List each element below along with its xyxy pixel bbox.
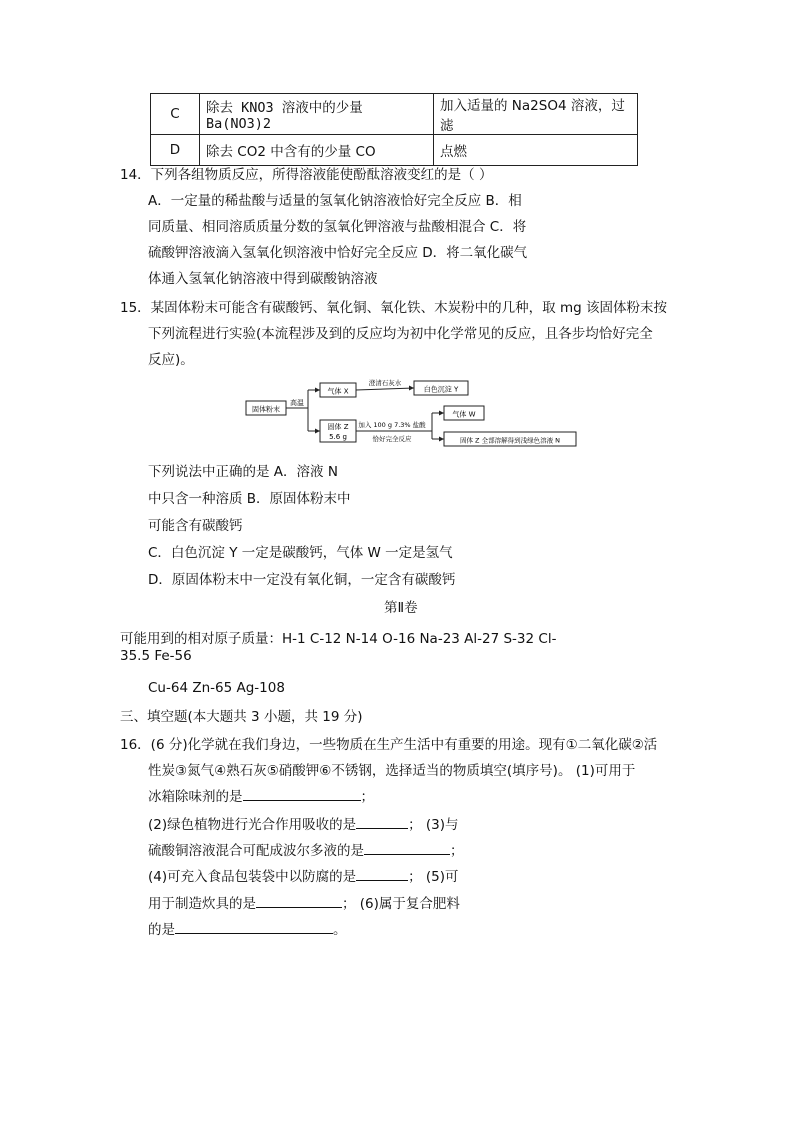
q16-line [148,892,460,912]
q16-line [148,918,347,938]
row-task: 除去 KNO3 溶液中的少量 Ba(NO3)2 [200,94,434,135]
table-row [151,135,638,166]
atomic-mass-line: 可能用到的相对原子质量：H-1 C-12 N-14 O-16 Na-23 Al-27 S-32 Cl- [120,631,557,647]
q16-line [148,785,374,805]
q15-option: 下列说法中正确的是 A．溶液 N [148,464,338,480]
flow-heat: 高温 [290,399,304,407]
flow-gas-x: 气体 X [327,387,349,396]
flow-solution-n: 固体 Z 全部溶解得到浅绿色溶液 N [459,436,561,445]
flow-limewater: 澄清石灰水 [368,379,402,387]
answer-blank-4[interactable] [356,866,408,881]
q16-text: ； [360,789,374,805]
q16-text: ； (3)与 [408,817,459,833]
q14-line: A．一定量的稀盐酸与适量的氢氧化钠溶液恰好完全反应 B．相 [148,193,522,209]
q16-line: 性炭③氮气④熟石灰⑤硝酸钾⑥不锈钢，选择适当的物质填空(填序号)。 (1)可用于 [148,763,636,779]
q16-text: ； (6)属于复合肥料 [342,896,460,912]
q14-line: 硫酸钾溶液滴入氢氧化钡溶液中恰好完全反应 D．将二氧化碳气 [148,245,528,261]
row-task: 除去 CO2 中含有的少量 CO [200,135,434,166]
q16-line: 16．(6 分)化学就在我们身边，一些物质在生产生活中有重要的用途。现有①二氧化碳②活 [120,737,658,753]
section-heading: 三、填空题(本大题共 3 小题，共 19 分) [120,709,363,725]
q16-text: 冰箱除味剂的是 [148,789,243,805]
q16-text: (2)绿色植物进行光合作用吸收的是 [148,817,357,833]
atomic-mass-line: Cu-64 Zn-65 Ag-108 [148,680,285,696]
q16-text: ； (5)可 [408,869,459,885]
q14-line: 体通入氢氧化钠溶液中得到碳酸钠溶液 [148,271,378,287]
part2-title: 第Ⅱ卷 [384,600,418,616]
table-row [151,94,638,135]
q15-option: 可能含有碳酸钙 [148,518,243,534]
answer-blank-6[interactable] [175,919,333,934]
q15-option: 中只含一种溶质 B．原固体粉末中 [148,491,351,507]
atomic-mass-line: 35.5 Fe-56 [120,648,192,664]
flow-solid-z: 固体 Z [327,423,349,431]
answer-blank-3[interactable] [364,840,450,855]
q16-line [148,865,459,885]
q16-text: ； [450,843,464,859]
flow-acid-1: 加入 100 g 7.3% 盐酸 [358,421,426,429]
row-method: 点燃 [434,135,638,166]
q14-line: 同质量、相同溶质质量分数的氢氧化钾溶液与盐酸相混合 C．将 [148,219,527,235]
q16-text: (4)可充入食品包装袋中以防腐的是 [148,869,357,885]
row-label: D [151,135,200,166]
answer-blank-5[interactable] [256,893,342,908]
q16-text: 硫酸铜溶液混合可配成波尔多液的是 [148,843,364,859]
flow-precip-y: 白色沉淀 Y [423,385,459,394]
options-table [150,93,638,166]
flow-mass-z: 5.6 g [329,433,347,441]
answer-blank-2[interactable] [356,814,408,829]
q16-line [148,813,459,833]
q16-text: 的是 [148,922,175,938]
q16-text: 用于制造炊具的是 [148,896,256,912]
q16-text: 。 [333,922,347,938]
answer-blank-1[interactable] [243,786,361,801]
q16-line [148,839,464,859]
flow-solid: 固体粉末 [252,405,280,414]
flow-gas-w: 气体 W [452,410,476,419]
flow-acid-2: 恰好完全反应 [372,435,412,443]
row-method: 加入适量的 Na2SO4 溶液，过滤 [434,94,638,135]
q15-line: 反应)。 [148,352,194,368]
flow-diagram [240,372,580,458]
q15-line: 15．某固体粉末可能含有碳酸钙、氧化铜、氧化铁、木炭粉中的几种，取 mg 该固体粉末按 [120,300,667,316]
row-label: C [151,94,200,135]
q14-stem: 14．下列各组物质反应，所得溶液能使酚酞溶液变红的是（ ） [120,167,493,183]
q15-line: 下列流程进行实验(本流程涉及到的反应均为初中化学常见的反应，且各步均恰好完全 [148,326,653,342]
q15-option: D．原固体粉末中一定没有氧化铜，一定含有碳酸钙 [148,572,456,588]
q15-option: C．白色沉淀 Y 一定是碳酸钙，气体 W 一定是氢气 [148,545,453,561]
